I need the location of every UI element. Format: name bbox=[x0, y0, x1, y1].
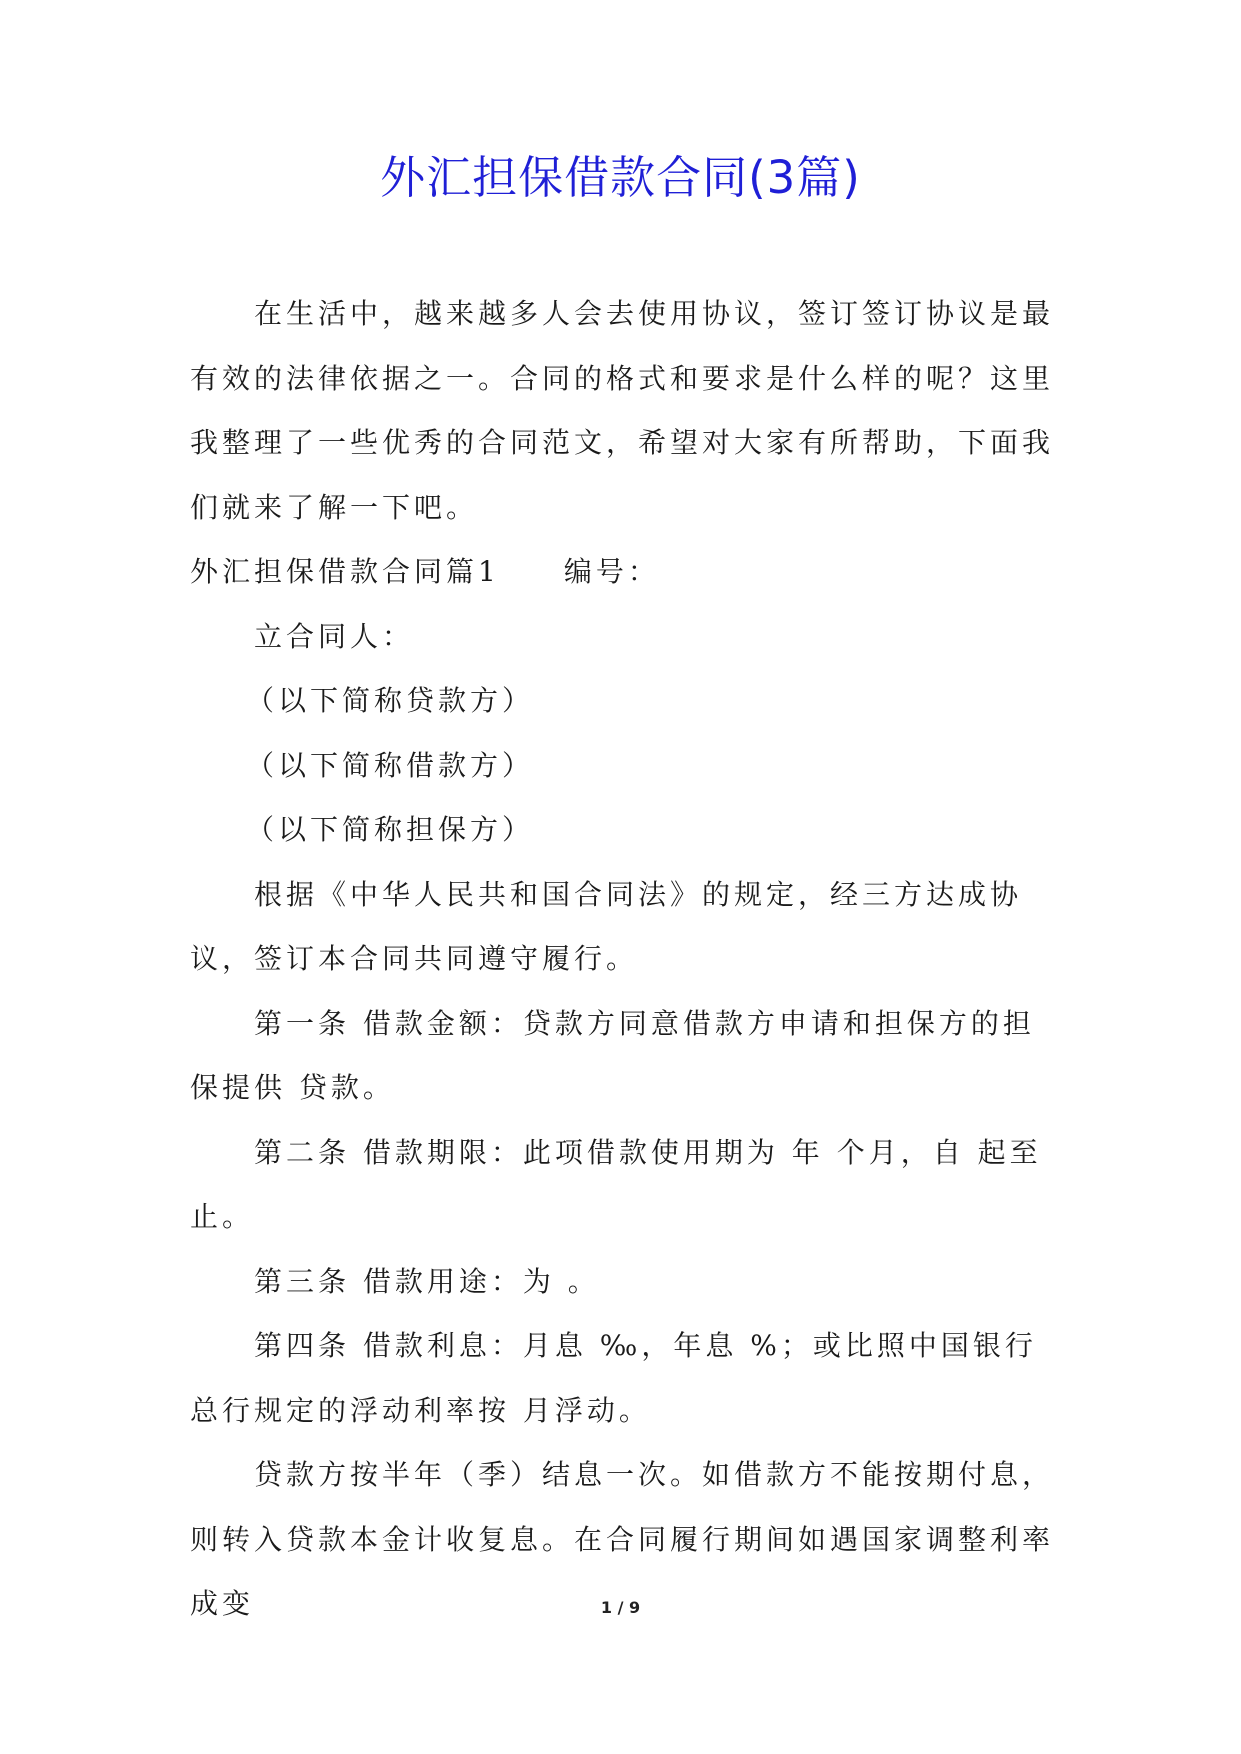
article-4-paragraph: 第四条 借款利息：月息 ‰，年息 %；或比照中国银行总行规定的浮动利率按 月浮动。 bbox=[190, 1329, 1037, 1427]
document-title: 外汇担保借款合同(3篇) bbox=[380, 151, 861, 204]
lender-line: （以下简称贷款方） bbox=[246, 684, 535, 717]
interest-settlement-paragraph: 贷款方按半年（季）结息一次。如借款方不能按期付息，则转入贷款本金计收复息。在合同履行期间如遇国家调整利率成变 bbox=[190, 1458, 1055, 1620]
article-2-paragraph: 第二条 借款期限：此项借款使用期为 年 个月，自 起至 止。 bbox=[190, 1135, 1055, 1233]
legal-basis-paragraph: 根据《中华人民共和国合同法》的规定，经三方达成协议，签订本合同共同遵守履行。 bbox=[190, 877, 1023, 975]
article-1-paragraph: 第一条 借款金额：贷款方同意借款方申请和担保方的担保提供 贷款。 bbox=[190, 1006, 1035, 1104]
document-body bbox=[190, 282, 1060, 1637]
parties-label: 立合同人： bbox=[254, 619, 415, 653]
article-3-paragraph: 第三条 借款用途：为 。 bbox=[254, 1264, 600, 1298]
page-number: 1 / 9 bbox=[600, 1598, 641, 1617]
guarantor-line: （以下简称担保方） bbox=[246, 813, 535, 846]
borrower-line: （以下简称借款方） bbox=[246, 748, 535, 782]
contract-heading-line: 外汇担保借款合同篇1 编号： bbox=[190, 555, 660, 588]
intro-paragraph: 在生活中，越来越多人会去使用协议，签订签订协议是最有效的法律依据之一。合同的格式和要求是什么样的呢？这里我整理了一些优秀的合同范文，希望对大家有所帮助，下面我们就来了解一下吧。 bbox=[190, 297, 1055, 524]
